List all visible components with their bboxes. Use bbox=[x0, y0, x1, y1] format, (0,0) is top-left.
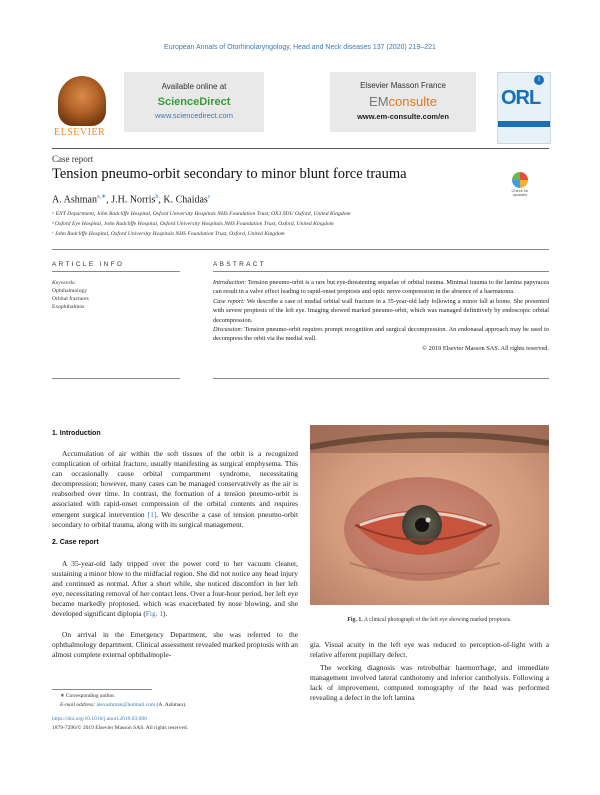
paragraph-text: A 35-year-old lady tripped over the power cord to her vacuum cleaner, sustaining a minor blow to the midfacial region. She did not notice any head injury and continued as normal. After a short while, she noticed discomfort in her left eye, necessitating removal of her contact lens. Over a four-hour period, her left eye became markedly proptosed, which was exacerbated by nose blowing, and she developed significant diplopia ( bbox=[52, 559, 298, 619]
section-heading-introduction: 1. Introduction bbox=[52, 430, 101, 437]
abstract-body bbox=[213, 278, 549, 353]
author-name: J.H. Norris bbox=[111, 194, 156, 206]
keyword: Exophthalmos bbox=[52, 304, 85, 310]
sciencedirect-logo: ScienceDirect bbox=[157, 96, 231, 108]
reference-link[interactable]: [1] bbox=[147, 509, 157, 519]
doi-link[interactable]: https://doi.org/10.1016/j.anorl.2019.03.006 bbox=[52, 716, 147, 722]
article-info-divider bbox=[52, 271, 180, 272]
issn-copyright: 1879-7296/© 2019 Elsevier Masson SAS. All rights reserved. bbox=[52, 725, 189, 731]
abstract-text: Tension pneumo-orbit requires prompt recognition and surgical decompression. An endonasal approach may be used to decompress the orbit via the medial wall. bbox=[213, 326, 549, 343]
abstract-label: Case report: bbox=[213, 297, 246, 305]
section-heading-case-report: 2. Case report bbox=[52, 539, 99, 546]
figure-link[interactable]: Fig. 1 bbox=[145, 609, 164, 619]
figure-1-photo[interactable] bbox=[310, 425, 549, 605]
journal-cover[interactable] bbox=[497, 72, 551, 144]
author-affiliation-link[interactable]: a,∗ bbox=[97, 194, 107, 200]
case-report-paragraph bbox=[52, 559, 298, 620]
abstract-divider bbox=[213, 271, 549, 272]
check-for-updates-button[interactable] bbox=[510, 172, 530, 202]
header-divider bbox=[52, 148, 549, 149]
cover-badge-icon: i bbox=[534, 75, 544, 85]
available-online-label: Available online at bbox=[161, 82, 227, 91]
paragraph-text: ). bbox=[163, 609, 168, 619]
affiliation: ᵇ Oxford Eye Hospital, John Radcliffe Hospital, Oxford University Hospitals NHS Foundation Trust, Oxford, United Kingdom bbox=[52, 221, 334, 227]
keywords-label: Keywords: bbox=[52, 280, 77, 286]
corresponding-author-note: ∗ Corresponding author. bbox=[60, 693, 116, 699]
author-name: K. Chaidas bbox=[163, 194, 208, 206]
article-type: Case report bbox=[52, 154, 94, 164]
elsevier-logo[interactable] bbox=[52, 72, 114, 142]
author-separator: , bbox=[158, 194, 164, 206]
figure-caption-text: A clinical photograph of the left eye showing marked proptosis. bbox=[362, 617, 512, 623]
em-consulte-link[interactable]: www.em-consulte.com/en bbox=[357, 112, 449, 121]
em-publisher-label: Elsevier Masson France bbox=[360, 81, 446, 90]
abstract-bottom-divider bbox=[213, 378, 549, 379]
abstract-label: Discussion: bbox=[213, 326, 243, 334]
affiliation: ᶜ John Radcliffe Hospital, Oxford University Hospitals NHS Foundation Trust, Oxford, United Kingdom bbox=[52, 231, 285, 237]
paragraph-text: . We describe a case of tension pneumo-orbit secondary to orbital trauma, along with its surgical management. bbox=[52, 509, 298, 529]
affiliation-divider bbox=[52, 249, 549, 250]
affiliation: ᵃ ENT Department, John Radcliffe Hospital, Oxford University Hospitals NHS Foundation Trust, OX3 9DU Oxford, United Kingdom bbox=[52, 211, 351, 217]
elsevier-tree-icon bbox=[58, 76, 106, 126]
cover-strip bbox=[498, 121, 550, 127]
keyword: Orbital fractures bbox=[52, 296, 89, 302]
author-affiliation-link[interactable]: b bbox=[155, 194, 159, 200]
em-consulte-box[interactable] bbox=[330, 72, 476, 132]
abstract-paragraph bbox=[213, 325, 549, 344]
author-name: A. Ashman bbox=[52, 194, 97, 206]
eye-photo-illustration bbox=[310, 425, 549, 605]
abstract-text: Tension pneumo-orbit is a rare but eye-threatening sequelae of orbital trauma. Minimal trauma to the lamina papyracea can result in a valve effect leading to rapid-onset proptosis and optic nerve compression in the absence of a haematoma. bbox=[213, 279, 549, 296]
abstract-copyright: © 2019 Elsevier Masson SAS. All rights reserved. bbox=[422, 344, 549, 352]
figure-caption bbox=[310, 617, 549, 623]
journal-citation[interactable]: European Annals of Otorhinolaryngology, Head and Neck diseases 137 (2020) 219–221 bbox=[164, 44, 436, 51]
case-report-paragraph: On arrival in the Emergency Department, she was referred to the ophthalmology department. Clinical assessment revealed marked proptosis with an almost complete external ophthalmople- bbox=[52, 630, 298, 660]
case-report-paragraph-continued: gia. Visual acuity in the left eye was reduced to perception-of-light with a relative afferent pupillary defect. bbox=[310, 640, 549, 660]
author-affiliation-link[interactable]: c bbox=[207, 194, 211, 200]
sciencedirect-box[interactable] bbox=[124, 72, 264, 132]
footnote-divider bbox=[52, 689, 152, 690]
abstract-paragraph bbox=[213, 278, 549, 297]
email-link[interactable]: alexashman@hotmail.com bbox=[96, 702, 156, 708]
figure-label: Fig. 1. bbox=[347, 617, 363, 623]
keyword: Ophthalmology bbox=[52, 288, 88, 294]
cover-title: ORL bbox=[501, 87, 541, 109]
journal-banner bbox=[52, 72, 549, 142]
check-updates-icon bbox=[512, 172, 528, 188]
abstract-text: We describe a case of medial orbital wall fracture in a 35-year-old lady following a minor fall at home. She presented with severe proptosis of the left eye. Imaging showed marked pneumo-orbit, which was managed definitively by endoscopic orbital decompression. bbox=[213, 297, 549, 324]
abstract-heading: ABSTRACT bbox=[213, 261, 267, 268]
article-title: Tension pneumo-orbit secondary to minor blunt force trauma bbox=[52, 166, 407, 182]
introduction-paragraph bbox=[52, 449, 298, 530]
email-owner: (A. Ashman). bbox=[155, 702, 187, 708]
sciencedirect-link[interactable]: www.sciencedirect.com bbox=[155, 111, 233, 120]
author-separator: , bbox=[106, 194, 112, 206]
elsevier-wordmark: ELSEVIER bbox=[54, 127, 106, 138]
em-logo-prefix: EM bbox=[369, 94, 389, 109]
paragraph-text: Accumulation of air within the soft tissues of the orbit is a recognized complication of orbital fracture, usually manifesting as surgical emphysema. This can occasionally cause orbital compartment syndrome, necessitating decompression; however, many cases can be managed conservatively as the air is reabsorbed over time. In contrast, the formation of a tension pneumo-orbit is associated with rapid-onset compression of the orbital contents and requires emergent surgical intervention bbox=[52, 449, 298, 519]
check-updates-label: Check for updates bbox=[511, 188, 529, 197]
article-info-heading: ARTICLE INFO bbox=[52, 261, 125, 268]
author-list bbox=[52, 193, 211, 205]
case-report-paragraph: The working diagnosis was retrobulbar haemorrhage, and immediate management involved lateral canthotomy and inferior cantholysis. Following a lack of improvement, computed tomography of the head was performed revealing a defect in the left lamina bbox=[310, 663, 549, 703]
email-label: E-mail address: bbox=[60, 702, 96, 708]
email-footnote bbox=[60, 702, 186, 708]
em-logo-suffix: consulte bbox=[388, 94, 437, 109]
abstract-paragraph bbox=[213, 297, 549, 325]
article-info-bottom-divider bbox=[52, 378, 180, 379]
abstract-label: Introduction: bbox=[213, 279, 247, 286]
em-consulte-logo bbox=[330, 94, 476, 109]
